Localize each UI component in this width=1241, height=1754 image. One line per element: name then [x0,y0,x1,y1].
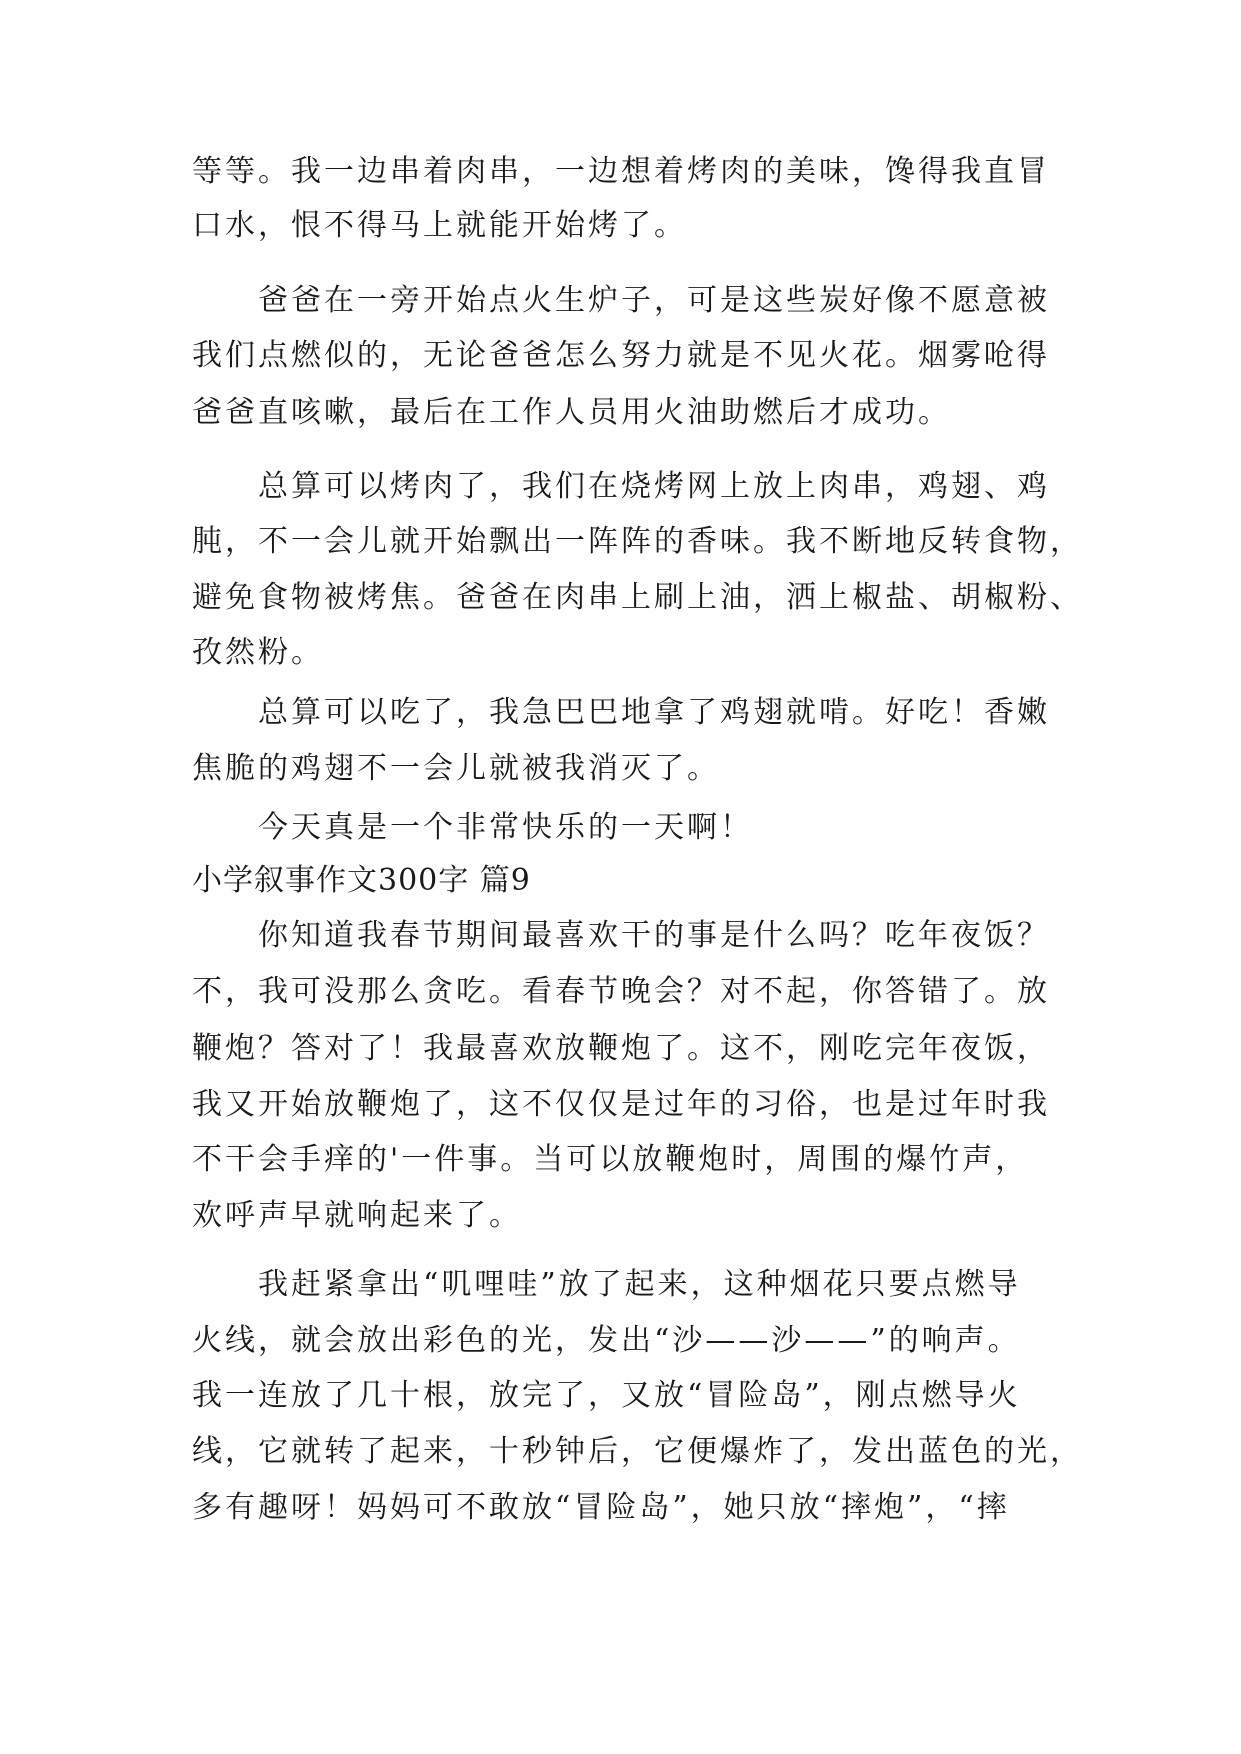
text-line: 不，我可没那么贪吃。看春节晚会？对不起，你答错了。放 [192,974,1050,1009]
text-line: 孜然粉。 [192,635,324,670]
text-line: 爸爸直咳嗽，最后在工作人员用火油助燃后才成功。 [192,395,951,430]
text-line: 不干会手痒的'一件事。当可以放鞭炮时，周围的爆竹声， [192,1142,1029,1177]
text-line: 避免食物被烤焦。爸爸在肉串上刷上油，洒上椒盐、胡椒粉、 [192,580,1083,615]
text-line: 总算可以烤肉了，我们在烧烤网上放上肉串，鸡翅、鸡 [258,469,1050,504]
text-line: 多有趣呀！妈妈可不敢放“冒险岛”，她只放“摔炮”，“摔 [192,1490,1010,1525]
text-line: 你知道我春节期间最喜欢干的事是什么吗？吃年夜饭？ [258,918,1050,953]
text-line: 鞭炮？答对了！我最喜欢放鞭炮了。这不，刚吃完年夜饭， [192,1031,1050,1066]
text-line: 总算可以吃了，我急巴巴地拿了鸡翅就啃。好吃！香嫩 [258,695,1050,730]
text-line: 口水，恨不得马上就能开始烤了。 [192,208,687,243]
text-line: 线，它就转了起来，十秒钟后，它便爆炸了，发出蓝色的光， [192,1434,1083,1469]
text-line: 今天真是一个非常快乐的一天啊！ [258,810,753,845]
text-line: 我一连放了几十根，放完了，又放“冒险岛”，刚点燃导火 [192,1378,1021,1413]
text-line: 我赶紧拿出“叽哩哇”放了起来，这种烟花只要点燃导 [258,1267,1021,1302]
text-line: 等等。我一边串着肉串，一边想着烤肉的美味，馋得我直冒 [192,154,1050,189]
text-line: 爸爸在一旁开始点火生炉子，可是这些炭好像不愿意被 [258,283,1050,318]
text-line: 肫，不一会儿就开始飘出一阵阵的香味。我不断地反转食物， [192,524,1083,559]
text-line: 焦脆的鸡翅不一会儿就被我消灭了。 [192,751,720,786]
text-line: 我们点燃似的，无论爸爸怎么努力就是不见火花。烟雾呛得 [192,338,1050,373]
text-line: 火线，就会放出彩色的光，发出“沙——沙——”的响声。 [192,1323,1021,1358]
section-heading: 小学叙事作文300字 篇9 [192,863,531,898]
text-line: 欢呼声早就响起来了。 [192,1198,522,1233]
text-line: 我又开始放鞭炮了，这不仅仅是过年的习俗，也是过年时我 [192,1087,1050,1122]
